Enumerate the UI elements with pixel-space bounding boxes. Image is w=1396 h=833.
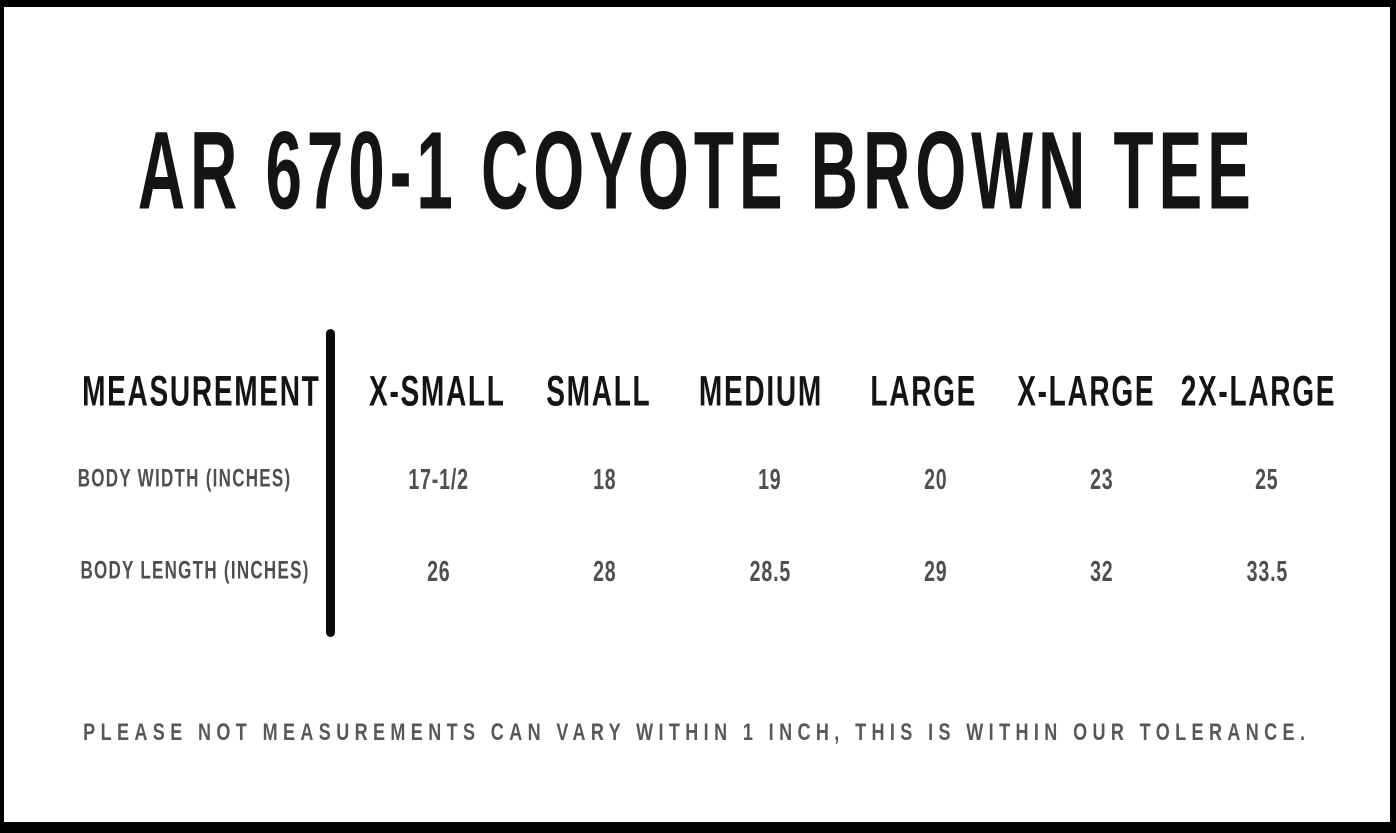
column-header-label: X-SMALL (368, 366, 506, 415)
column-header-medium (680, 366, 842, 415)
page-title: AR 670-1 COYOTE BROWN TEE (137, 108, 1257, 232)
value: 26 (427, 554, 451, 587)
value-cell (1019, 554, 1185, 587)
value: 19 (758, 462, 782, 495)
column-header-small (518, 366, 680, 415)
table-row-body-length (40, 539, 1350, 603)
value-cell (687, 554, 853, 587)
value: 28 (592, 554, 617, 587)
column-header-label: MEDIUM (699, 366, 824, 415)
column-header-label: X-LARGE (1016, 366, 1155, 415)
value: 25 (1255, 462, 1279, 495)
table-header-row (40, 359, 1350, 423)
value: 17-1/2 (408, 462, 470, 495)
column-header-2xlarge (1167, 366, 1350, 415)
row-label-cell (40, 556, 310, 585)
tolerance-note: PLEASE NOT MEASUREMENTS CAN VARY WITHIN 1 INCH, THIS IS WITHIN OUR TOLERANCE. (83, 719, 1311, 746)
column-header-label: LARGE (870, 366, 977, 415)
measurement-header-label: MEASUREMENT (82, 366, 321, 415)
value-cell (853, 462, 1019, 495)
value-cell (1184, 462, 1350, 495)
value-cell (522, 554, 688, 587)
column-header-label: SMALL (546, 366, 652, 415)
row-label-cell (40, 464, 292, 493)
footer-note-container (4, 709, 1390, 757)
table-row-body-width (40, 447, 1350, 511)
row-label: BODY WIDTH (INCHES) (77, 464, 292, 493)
column-header-xsmall (356, 366, 518, 415)
row-label: BODY LENGTH (INCHES) (80, 556, 310, 585)
size-chart-table (40, 325, 1350, 645)
column-header-xlarge (1005, 366, 1168, 415)
value: 20 (924, 462, 948, 495)
value: 23 (1089, 462, 1114, 495)
value-cell (522, 462, 688, 495)
value: 33.5 (1246, 554, 1288, 587)
value-cell (356, 554, 522, 587)
column-header-label: 2X-LARGE (1180, 366, 1337, 415)
measurement-header-cell (40, 366, 321, 415)
value-cell (1184, 554, 1350, 587)
value-cell (687, 462, 853, 495)
value: 32 (1089, 554, 1114, 587)
value-cell (356, 462, 522, 495)
value-cell (853, 554, 1019, 587)
value: 18 (592, 462, 617, 495)
value-cell (1019, 462, 1185, 495)
page-title-container (4, 108, 1390, 232)
value: 28.5 (749, 554, 791, 587)
column-header-large (842, 366, 1004, 415)
value: 29 (924, 554, 948, 587)
